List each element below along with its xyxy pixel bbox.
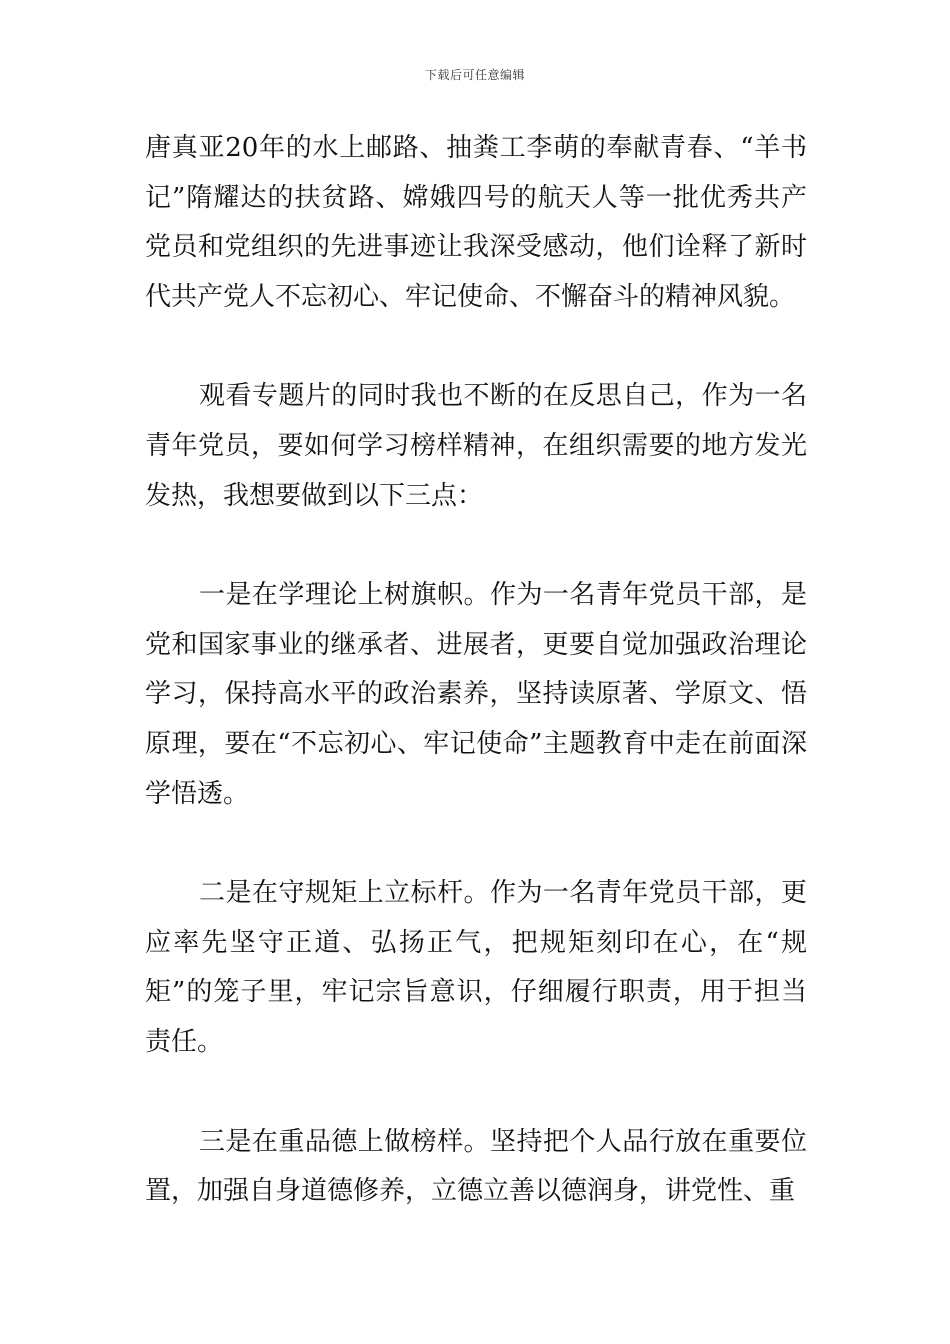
paragraph-1: 唐真亚20年的水上邮路、抽粪工李萌的奉献青春、“羊书记”隋耀达的扶贫路、嫦娥四号的航天人等一批优秀共产党员和党组织的先进事迹让我深受感动，他们诠释了新时代共产党人不忘初心、牢记使命、不懈奋斗的精神风貌。 — [145, 133, 807, 312]
paragraph-spacer — [145, 819, 807, 869]
document-body — [145, 124, 807, 1217]
page-header: 下载后可任意编辑 — [424, 68, 525, 82]
paragraph-2: 观看专题片的同时我也不断的在反思自己，作为一名青年党员，要如何学习榜样精神，在组织需要的地方发光发热，我想要做到以下三点： — [145, 381, 807, 511]
paragraph-5: 三是在重品德上做榜样。坚持把个人品行放在重要位置，加强自身道德修养，立德立善以德润身，讲党性、重 — [145, 1126, 807, 1207]
paragraph-3: 一是在学理论上树旗帜。作为一名青年党员干部，是党和国家事业的继承者、进展者，更要自觉加强政治理论学习，保持高水平的政治素养，坚持读原著、学原文、悟原理，要在“不忘初心、牢记使命”主题教育中走在前面深学悟透。 — [145, 580, 807, 809]
paragraph-4: 二是在守规矩上立标杆。作为一名青年党员干部，更应率先坚守正道、弘扬正气，把规矩刻印在心，在“规矩”的笼子里，牢记宗旨意识，仔细履行职责，用于担当责任。 — [145, 878, 807, 1057]
paragraph-spacer — [145, 521, 807, 571]
paragraph-spacer — [145, 322, 807, 372]
paragraph-spacer — [145, 1068, 807, 1118]
